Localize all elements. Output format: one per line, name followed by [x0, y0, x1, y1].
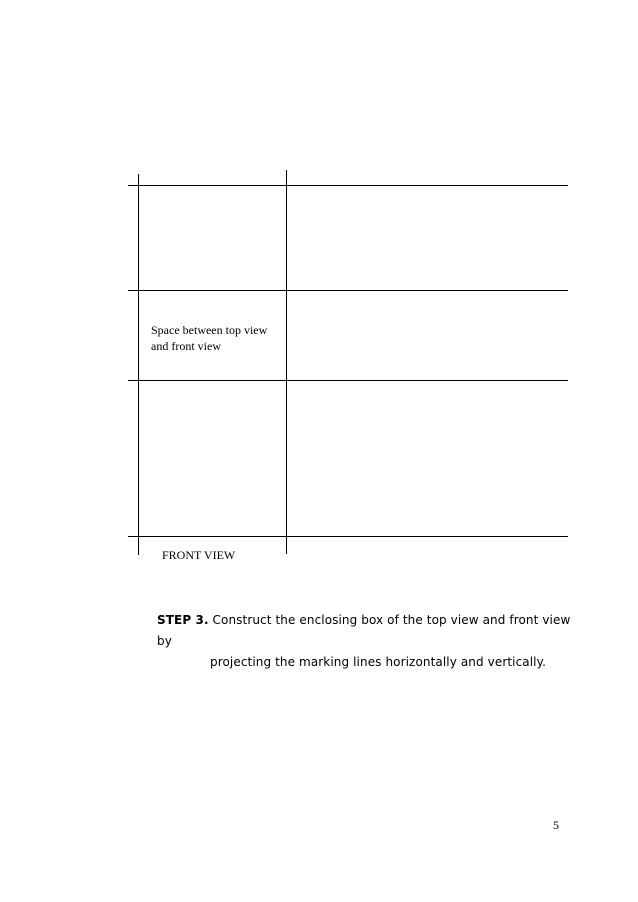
step-text-line1: Construct the enclosing box of the top view and front view by	[157, 613, 571, 648]
horizontal-line-top-view-bottom	[128, 290, 568, 291]
step-instruction	[157, 610, 577, 673]
front-view-label: FRONT VIEW	[162, 548, 236, 562]
space-label	[151, 322, 267, 354]
space-label-line2: and front view	[151, 339, 221, 353]
step-text-line2: projecting the marking lines horizontally and vertically.	[210, 655, 547, 669]
page-number: 5	[553, 818, 559, 832]
space-label-line1: Space between top view	[151, 323, 268, 337]
step-heading: STEP 3.	[157, 613, 209, 627]
vertical-line-right	[286, 170, 287, 554]
horizontal-line-top-view-top	[128, 185, 568, 186]
vertical-line-left	[138, 174, 139, 555]
horizontal-line-front-view-bottom	[128, 536, 568, 537]
horizontal-line-front-view-top	[128, 380, 568, 381]
